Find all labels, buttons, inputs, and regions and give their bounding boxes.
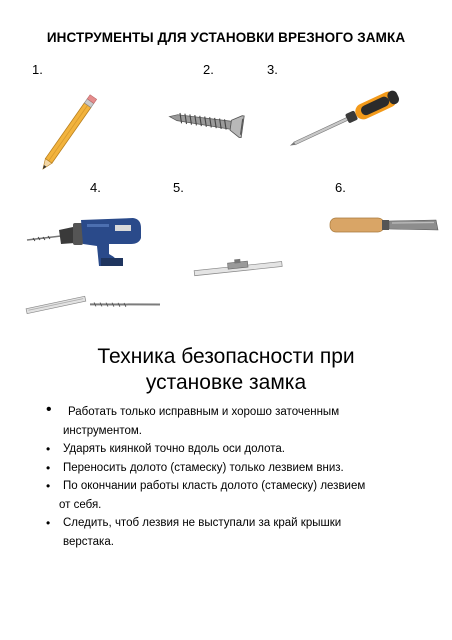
item-number-2: 2. (203, 62, 214, 77)
bullet-icon: • (46, 460, 51, 475)
safety-title-line1: Техника безопасности при (97, 345, 355, 368)
safety-rule-text-cont: верстака. (63, 535, 114, 548)
page-title: ИНСТРУМЕНТЫ ДЛЯ УСТАНОВКИ ВРЕЗНОГО ЗАМКА (46, 30, 406, 45)
safety-rule (46, 440, 406, 459)
item-number-1: 1. (32, 62, 43, 77)
safety-rule (46, 403, 406, 440)
screwdriver-icon (285, 88, 410, 150)
item-number-3: 3. (267, 62, 278, 77)
marking-gauge-icon (192, 256, 287, 278)
safety-rule-text: Ударять киянкой точно вдоль оси долота. (63, 443, 285, 455)
safety-rule (46, 514, 406, 551)
safety-rule-text: Переносить долото (стамеску) только лезвием вниз. (63, 461, 344, 474)
safety-rule (46, 477, 406, 496)
pencil-icon (28, 86, 114, 172)
bullet-icon: • (46, 479, 51, 493)
item-number-6: 6. (335, 180, 346, 195)
drill-icon (25, 210, 150, 268)
bullet-icon: • (46, 516, 51, 530)
safety-rule-text: Следить, чтоб лезвия не выступали за край крышки (63, 517, 342, 529)
drill-bit-icon (24, 292, 164, 318)
safety-title (0, 344, 452, 396)
item-number-5: 5. (173, 180, 184, 195)
safety-rule-text-cont: от себя. (59, 498, 102, 511)
chisel-icon (328, 214, 440, 236)
safety-rules-list (46, 403, 406, 551)
item-number-4: 4. (90, 180, 101, 195)
safety-title-line2: установке замка (145, 371, 307, 394)
screw-icon (165, 106, 251, 138)
bullet-icon: • (46, 442, 51, 456)
safety-rule-text: По окончании работы класть долото (стамеску) лезвием (63, 480, 366, 492)
safety-rule-text: Работать только исправным и хорошо заточенным (68, 406, 340, 418)
safety-rule (46, 459, 406, 478)
safety-rule-text-cont: инструментом. (63, 424, 142, 437)
bullet-icon: • (46, 401, 52, 418)
